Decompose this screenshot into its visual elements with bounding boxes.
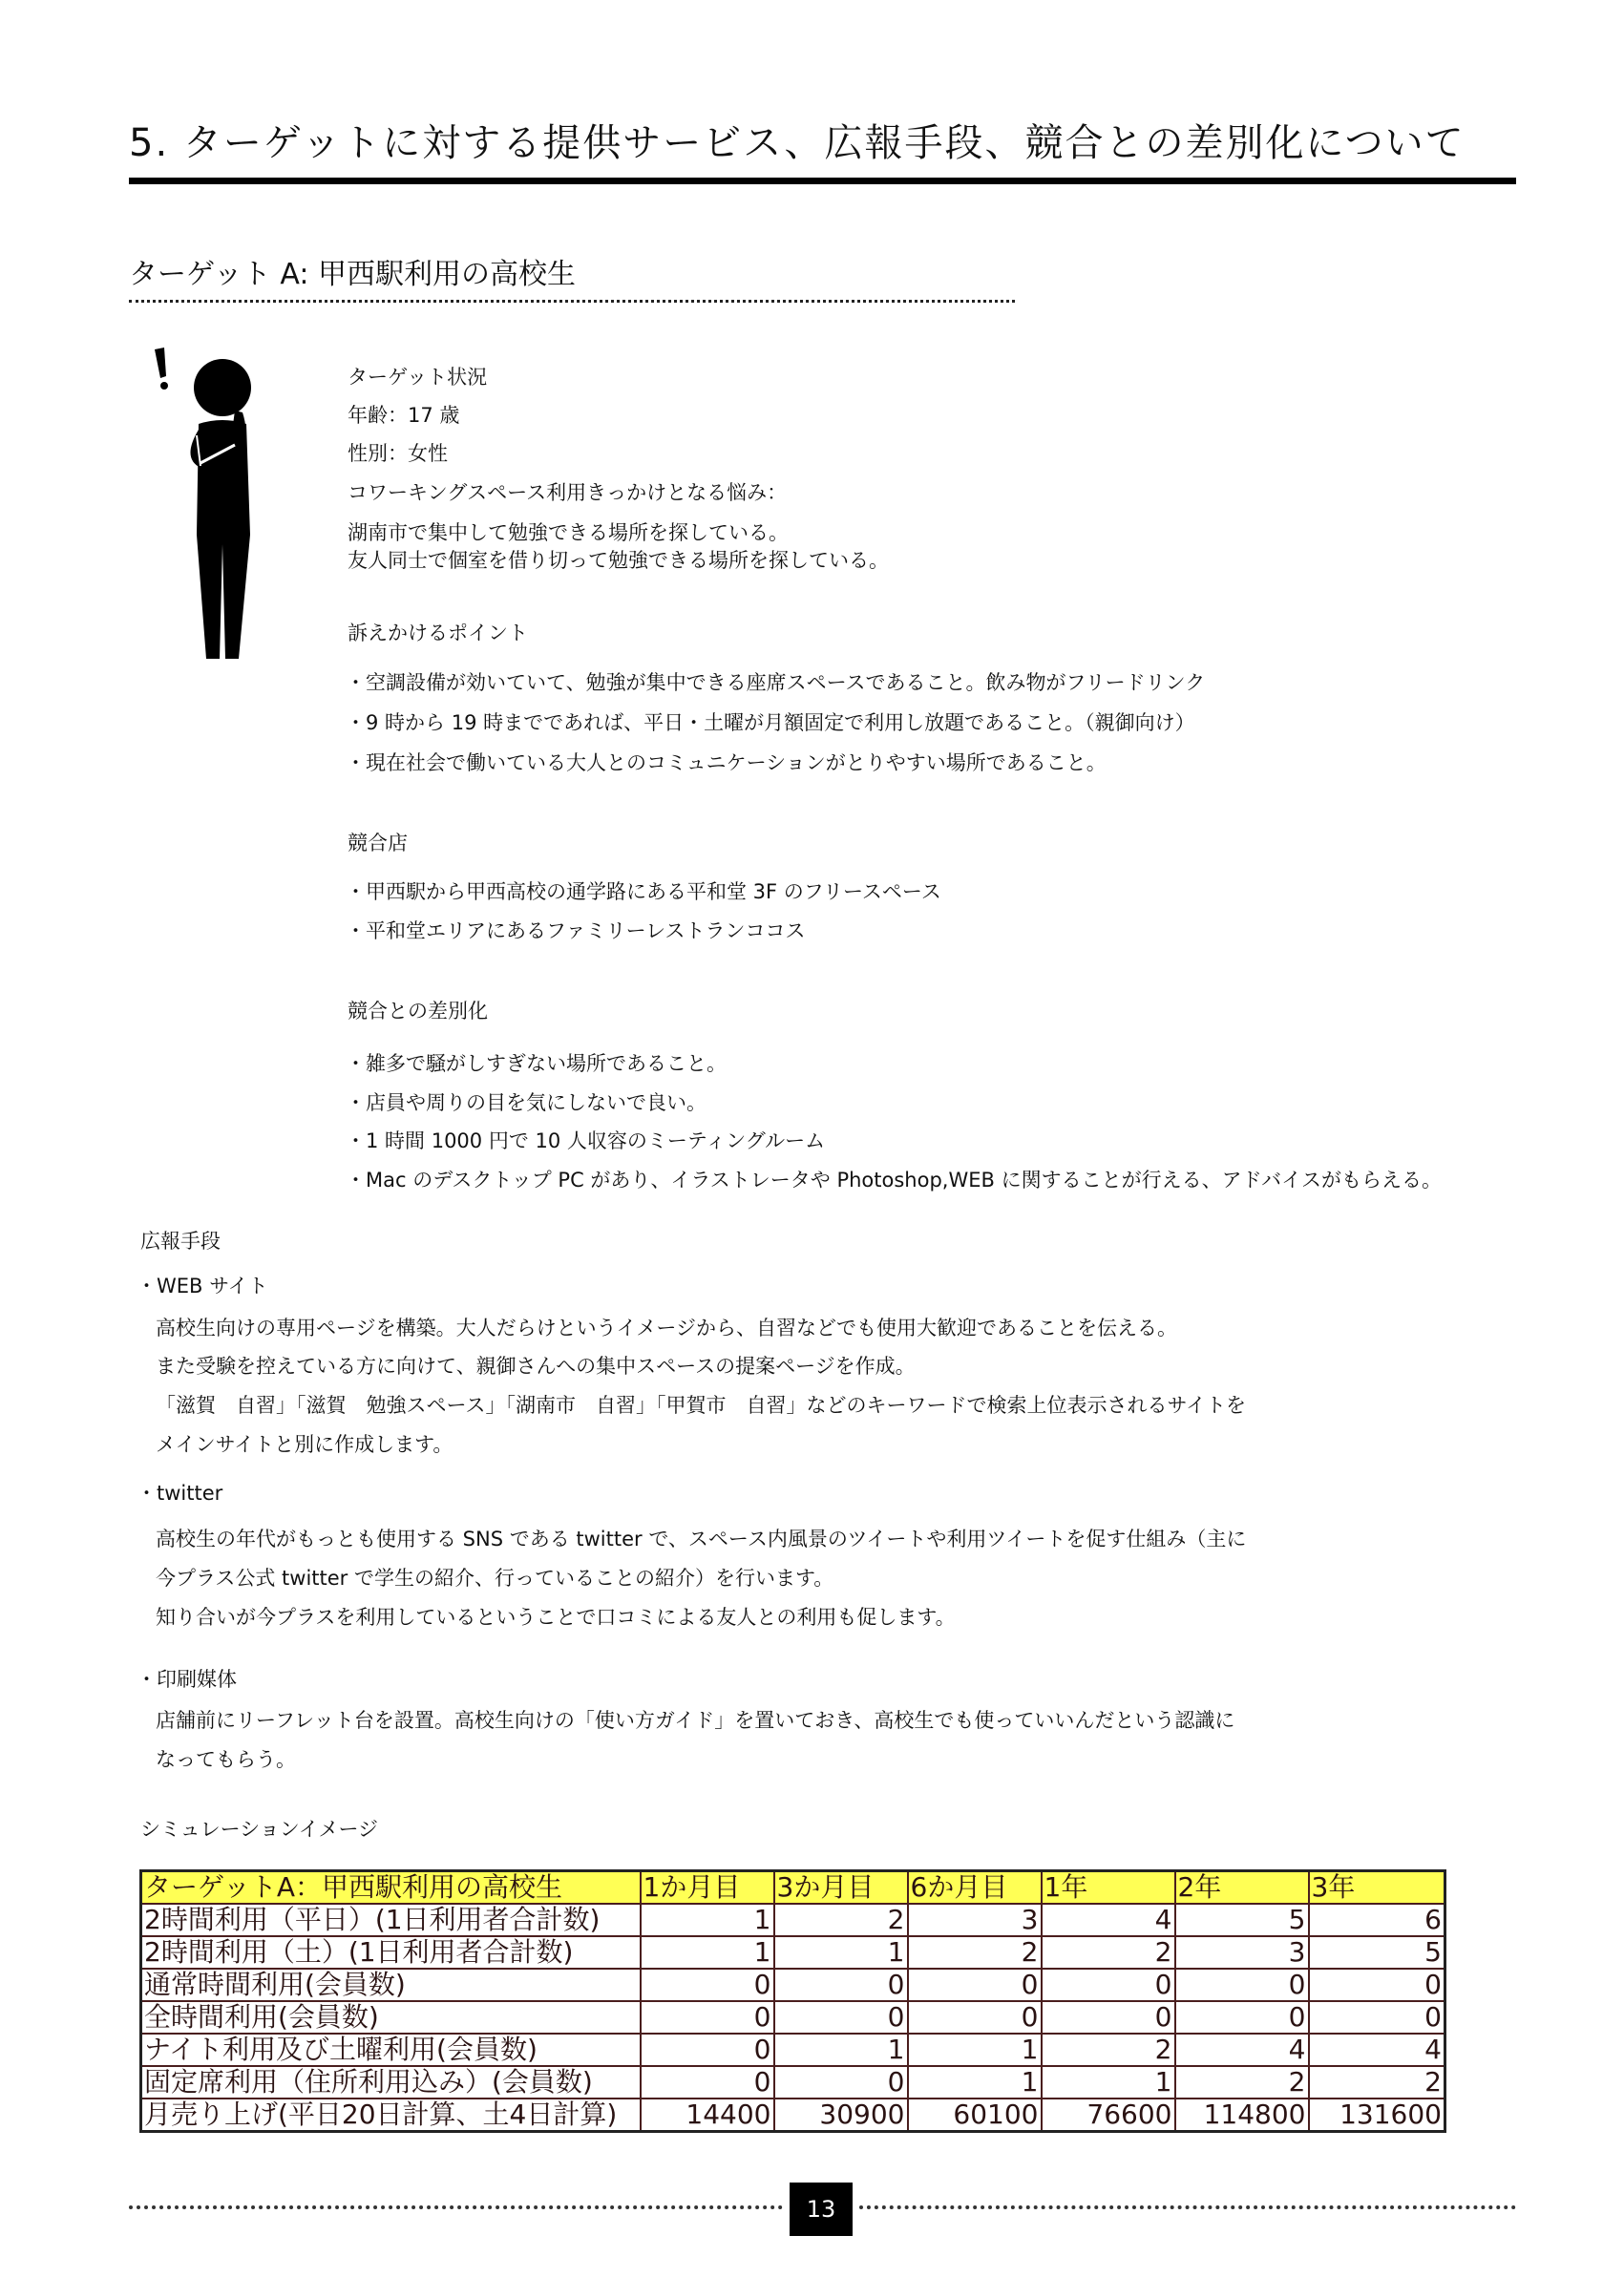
table-cell: 2 (1042, 1936, 1175, 1969)
pr-twitter-line: 今プラス公式 twitter で学生の紹介、行っていることの紹介）を行います。 (156, 1567, 834, 1590)
table-row (141, 2001, 1445, 2034)
status-age: 年齢：17 歳 (348, 404, 460, 427)
table-row (141, 1936, 1445, 1969)
table-cell: 131600 (1309, 2099, 1445, 2132)
table-cell: 0 (641, 2034, 774, 2066)
pr-twitter-line: 高校生の年代がもっとも使用する SNS である twitter で、スペース内風景のツイートや利用ツイートを促す仕組み（主に (156, 1528, 1247, 1550)
column-header: 1か月目 (641, 1871, 774, 1905)
table-cell: 0 (774, 2001, 908, 2034)
dotted-divider (129, 300, 1015, 303)
column-header: 6か月目 (908, 1871, 1042, 1905)
table-cell: 2 (1042, 2034, 1175, 2066)
table-cell: 0 (1309, 2001, 1445, 2034)
pr-web-line: 「滋賀 自習」「滋賀 勉強スペース」「湖南市 自習」「甲賀市 自習」などのキーワードで検索上位表示されるサイトを (156, 1394, 1246, 1417)
differentiation-heading: 競合との差別化 (348, 1000, 488, 1023)
appeal-heading: 訴えかけるポイント (348, 622, 528, 644)
pr-print-line: 店舗前にリーフレット台を設置。高校生向けの「使い方ガイド」を置いておき、高校生でも使っていいんだという認識に (156, 1709, 1235, 1732)
table-cell: 1 (641, 1904, 774, 1936)
differentiation-item: ・店員や周りの目を気にしないで良い。 (346, 1091, 707, 1114)
table-row (141, 2099, 1445, 2132)
row-label: 通常時間利用(会員数) (141, 1969, 641, 2001)
footer-dotted-divider (859, 2205, 1516, 2209)
table-cell: 0 (774, 1969, 908, 2001)
appeal-item: ・9 時から 19 時までであれば、平日・土曜が月額固定で利用し放題であること。（親御向け） (346, 711, 1195, 734)
differentiation-item: ・雑多で騒がしすぎない場所であること。 (346, 1052, 727, 1075)
page-title: 5. ターゲットに対する提供サービス、広報手段、競合との差別化について (129, 121, 1466, 165)
pr-web-line: また受験を控えている方に向けて、親御さんへの集中スペースの提案ページを作成。 (156, 1355, 916, 1378)
table-cell: 4 (1309, 2034, 1445, 2066)
table-cell: 3 (1175, 1936, 1309, 1969)
target-heading: ターゲット A: 甲西駅利用の高校生 (129, 258, 576, 291)
status-trigger-1: 湖南市で集中して勉強できる場所を探している。 (348, 521, 789, 544)
table-cell: 1 (774, 2034, 908, 2066)
table-cell: 1 (1042, 2066, 1175, 2099)
appeal-item: ・現在社会で働いている大人とのコミュニケーションがとりやすい場所であること。 (346, 751, 1107, 774)
table-cell: 0 (908, 1969, 1042, 2001)
footer-dotted-divider (129, 2205, 783, 2209)
pr-twitter-label: ・twitter (137, 1482, 223, 1505)
table-cell: 1 (908, 2034, 1042, 2066)
table-cell: 114800 (1175, 2099, 1309, 2132)
pr-print-line: なってもらう。 (156, 1748, 296, 1771)
pr-heading: 広報手段 (140, 1230, 221, 1253)
simulation-heading: シミュレーションイメージ (140, 1818, 379, 1841)
row-label: 全時間利用(会員数) (141, 2001, 641, 2034)
differentiation-item: ・1 時間 1000 円で 10 人収容のミーティングルーム (346, 1129, 826, 1152)
exclamation-icon (155, 348, 168, 390)
competitors-heading: 競合店 (348, 832, 408, 854)
table-cell: 0 (1042, 2001, 1175, 2034)
table-cell: 0 (908, 2001, 1042, 2034)
pr-web-label: ・WEB サイト (137, 1275, 268, 1297)
table-cell: 2 (1309, 2066, 1445, 2099)
thinking-person-icon (143, 344, 286, 659)
appeal-item: ・空調設備が効いていて、勉強が集中できる座席スペースであること。飲み物がフリードリンク (346, 671, 1206, 694)
table-row (141, 2066, 1445, 2099)
page-number: 13 (790, 2183, 853, 2236)
pr-web-line: 高校生向けの専用ページを構築。大人だらけというイメージから、自習などでも使用大歓迎であることを伝える。 (156, 1317, 1177, 1339)
row-label: 2時間利用（土）(1日利用者合計数) (141, 1936, 641, 1969)
status-trigger-label: コワーキングスペース利用きっかけとなる悩み： (348, 481, 788, 504)
table-cell: 1 (774, 1936, 908, 1969)
table-cell: 5 (1175, 1904, 1309, 1936)
column-header: 2年 (1175, 1871, 1309, 1905)
table-cell: 0 (1175, 1969, 1309, 2001)
pr-twitter-line: 知り合いが今プラスを利用しているということで口コミによる友人との利用も促します。 (156, 1606, 956, 1629)
table-cell: 60100 (908, 2099, 1042, 2132)
table-cell: 2 (774, 1904, 908, 1936)
table-cell: 0 (641, 1969, 774, 2001)
table-cell: 0 (1175, 2001, 1309, 2034)
table-cell: 4 (1042, 1904, 1175, 1936)
title-underline (129, 178, 1516, 184)
table-cell: 4 (1175, 2034, 1309, 2066)
table-cell: 1 (908, 2066, 1042, 2099)
table-cell: 0 (641, 2001, 774, 2034)
table-cell: 5 (1309, 1936, 1445, 1969)
table-cell: 76600 (1042, 2099, 1175, 2132)
table-cell: 0 (641, 2066, 774, 2099)
column-header: 3年 (1309, 1871, 1445, 1905)
differentiation-item: ・Mac のデスクトップ PC があり、イラストレータや Photoshop,WEB に関することが行える、アドバイスがもらえる。 (346, 1169, 1442, 1192)
row-label: 2時間利用（平日）(1日利用者合計数) (141, 1904, 641, 1936)
row-label: 固定席利用（住所利用込み）(会員数) (141, 2066, 641, 2099)
table-cell: 14400 (641, 2099, 774, 2132)
table-cell: 0 (1042, 1969, 1175, 2001)
table-cell: 3 (908, 1904, 1042, 1936)
table-cell: 6 (1309, 1904, 1445, 1936)
table-cell: 0 (1309, 1969, 1445, 2001)
competitor-item: ・甲西駅から甲西高校の通学路にある平和堂 3F のフリースペース (346, 880, 941, 903)
status-trigger-2: 友人同士で個室を借り切って勉強できる場所を探している。 (348, 549, 889, 572)
status-gender: 性別：女性 (348, 442, 448, 465)
pr-web-line: メインサイトと別に作成します。 (156, 1433, 453, 1456)
column-header: 3か月目 (774, 1871, 908, 1905)
simulation-table (139, 1869, 1446, 2133)
column-header: ターゲットA：甲西駅利用の高校生 (141, 1871, 641, 1905)
table-cell: 30900 (774, 2099, 908, 2132)
row-label: 月売り上げ(平日20日計算、土4日計算) (141, 2099, 641, 2132)
column-header: 1年 (1042, 1871, 1175, 1905)
competitor-item: ・平和堂エリアにあるファミリーレストランココス (346, 919, 806, 942)
table-row (141, 1904, 1445, 1936)
table-cell: 1 (641, 1936, 774, 1969)
status-heading: ターゲット状況 (348, 366, 488, 389)
table-cell: 2 (1175, 2066, 1309, 2099)
table-cell: 2 (908, 1936, 1042, 1969)
table-row (141, 2034, 1445, 2066)
table-row (141, 1969, 1445, 2001)
pr-print-label: ・印刷媒体 (137, 1668, 237, 1691)
table-header-row (141, 1871, 1445, 1905)
row-label: ナイト利用及び土曜利用(会員数) (141, 2034, 641, 2066)
table-cell: 0 (774, 2066, 908, 2099)
